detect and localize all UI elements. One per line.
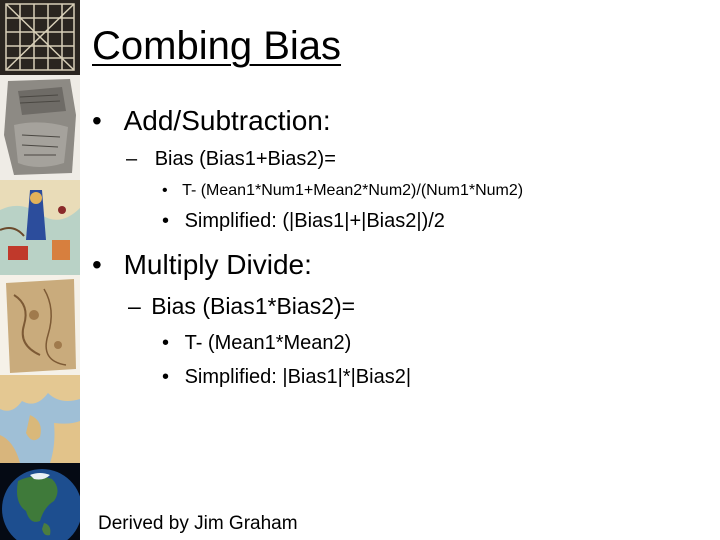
- sub-sub-bullet-text: T- (Mean1*Num1+Mean2*Num2)/(Num1*Num2): [182, 182, 524, 199]
- sidebar-image-strip: [0, 0, 80, 540]
- bullet-marker: •: [162, 182, 168, 199]
- bullet-marker: •: [162, 366, 170, 388]
- bullet-text: Multiply Divide:: [123, 249, 312, 280]
- bullet-text: Add/Subtraction:: [123, 105, 331, 136]
- bullet-marker: •: [162, 332, 170, 354]
- sub-sub-bullet-text: Simplified: |Bias1|*|Bias2|: [184, 366, 412, 388]
- bullet-add-subtraction: [92, 104, 331, 138]
- globe-satellite-image: [0, 463, 80, 540]
- ancient-grid-map-image: [0, 0, 80, 75]
- bullet-marker: •: [92, 249, 102, 280]
- slide-title: Combing Bias: [92, 24, 342, 68]
- sub-sub-bullet-add-simplified: [162, 208, 445, 234]
- dash-marker: –: [128, 293, 141, 319]
- sub-sub-bullet-text: T- (Mean1*Mean2): [184, 332, 352, 354]
- bullet-marker: •: [92, 105, 102, 136]
- sub-bullet-multiply-bias: [128, 292, 355, 320]
- bullet-multiply-divide: [92, 248, 312, 282]
- sub-sub-bullet-add-formula: [162, 180, 523, 202]
- mediterranean-map-image: [0, 375, 80, 463]
- sub-sub-bullet-multiply-formula: [162, 330, 351, 356]
- cuneiform-tablet-image: [0, 75, 80, 180]
- sub-bullet-text: Bias (Bias1+Bias2)=: [154, 148, 336, 170]
- medieval-map-image: [0, 180, 80, 275]
- sub-sub-bullet-multiply-simplified: [162, 364, 411, 390]
- sub-sub-bullet-text: Simplified: (|Bias1|+|Bias2|)/2: [184, 210, 445, 232]
- sub-bullet-text: Bias (Bias1*Bias2)=: [151, 293, 356, 319]
- sub-bullet-add-bias: [126, 146, 336, 172]
- dash-marker: –: [126, 148, 138, 170]
- bullet-marker: •: [162, 210, 170, 232]
- parchment-map-image: [0, 275, 80, 375]
- footer-credit: Derived by Jim Graham: [98, 513, 298, 534]
